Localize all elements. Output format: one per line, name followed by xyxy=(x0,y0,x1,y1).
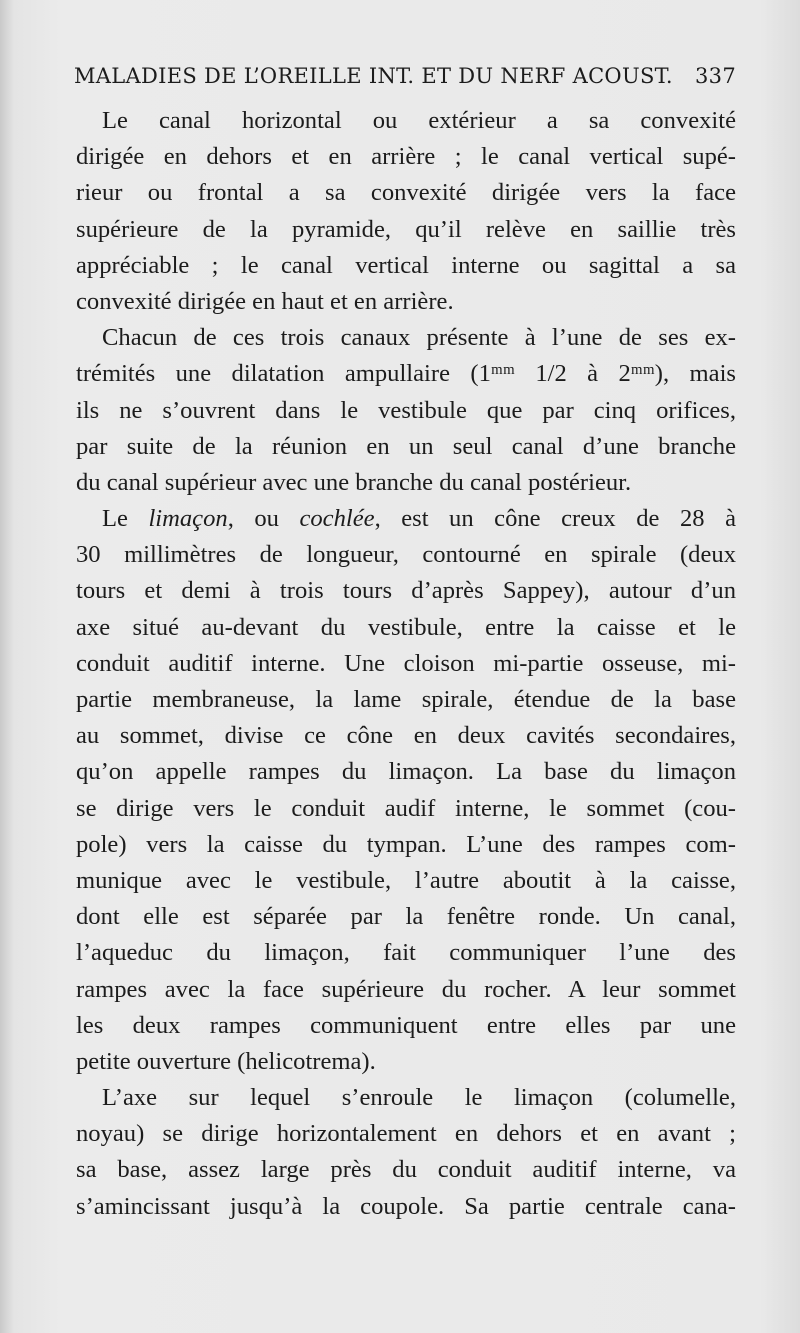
text-line: les deux rampes communiquent entre elles par une xyxy=(76,1011,736,1039)
text-line: petite ouverture (helicotrema). xyxy=(76,1047,376,1075)
text-line: noyau) se dirige horizontalement en dehors et en avant ; xyxy=(76,1120,736,1148)
text-line: L’axe sur lequel s’enroule le limaçon (columelle, xyxy=(102,1084,736,1112)
italic-term: cochlée xyxy=(299,505,375,533)
text-line: Chacun de ces trois canaux présente à l’une de ses ex- xyxy=(102,324,736,352)
text-line: sa base, assez large près du conduit auditif interne, va xyxy=(76,1156,736,1184)
text-line: appréciable ; le canal vertical interne ou sagittal a sa xyxy=(76,251,736,279)
text-line: l’aqueduc du limaçon, fait communiquer l’une des xyxy=(76,939,736,967)
text-line: tours et demi à trois tours d’après Sappey), autour d’un xyxy=(76,577,736,605)
text-line: supérieure de la pyramide, qu’il relève en saillie très xyxy=(76,215,736,243)
running-head xyxy=(74,64,736,88)
text-line: pole) vers la caisse du tympan. L’une des rampes com- xyxy=(76,830,736,858)
text-line: qu’on appelle rampes du limaçon. La base du limaçon xyxy=(76,758,736,786)
text-line: du canal supérieur avec une branche du canal postérieur. xyxy=(76,468,632,496)
text-line: dont elle est séparée par la fenêtre ronde. Un canal, xyxy=(76,903,736,931)
text-line: se dirige vers le conduit audif interne, le sommet (cou- xyxy=(76,794,736,822)
text-line: munique avec le vestibule, l’autre aboutit à la caisse, xyxy=(76,866,736,894)
text-line: conduit auditif interne. Une cloison mi-partie osseuse, mi- xyxy=(76,649,736,677)
page-number: 337 xyxy=(695,64,736,88)
text-line: convexité dirigée en haut et en arrière. xyxy=(76,287,454,315)
text-line: au sommet, divise ce cône en deux cavités secondaires, xyxy=(76,722,736,750)
italic-term: limaçon xyxy=(148,505,228,533)
text-line: Le canal horizontal ou extérieur a sa convexité xyxy=(102,107,736,134)
text-line: rieur ou frontal a sa convexité dirigée vers la face xyxy=(76,179,736,207)
text-line: s’amincissant jusqu’à la coupole. Sa partie centrale cana- xyxy=(76,1192,736,1220)
text-line: dirigée en dehors et en arrière ; le canal vertical supé- xyxy=(76,143,736,171)
text-line: 30 millimètres de longueur, contourné en spirale (deux xyxy=(76,541,736,569)
text-line: Le limaçon, ou cochlée, est un cône creux de 28 à xyxy=(102,505,736,533)
running-head-title: MALADIES DE L’OREILLE INT. ET DU NERF ACOUST. xyxy=(74,64,673,88)
text-line: rampes avec la face supérieure du rocher. A leur sommet xyxy=(76,975,736,1003)
text-line: trémités une dilatation ampullaire (1ᵐᵐ 1/2 à 2ᵐᵐ), mais xyxy=(76,360,736,388)
text-line: axe situé au-devant du vestibule, entre la caisse et le xyxy=(76,613,736,641)
text-line: ils ne s’ouvrent dans le vestibule que par cinq orifices, xyxy=(76,396,736,424)
body-text xyxy=(76,103,736,1225)
text-line: par suite de la réunion en un seul canal d’une branche xyxy=(76,432,736,460)
text-line: partie membraneuse, la lame spirale, étendue de la base xyxy=(76,686,736,713)
